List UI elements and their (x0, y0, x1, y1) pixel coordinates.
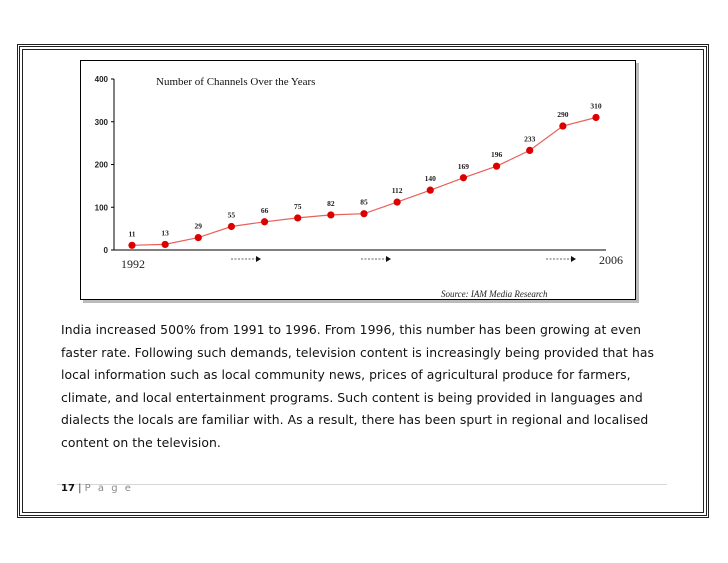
y-tick-label: 400 (94, 75, 108, 84)
footer-divider (57, 484, 667, 485)
data-point (427, 187, 434, 194)
source-note: Source: IAM Media Research (441, 289, 548, 299)
y-tick-label: 0 (103, 246, 108, 255)
data-label: 75 (293, 201, 302, 211)
data-label: 169 (457, 161, 470, 171)
data-label: 55 (227, 210, 236, 220)
data-label: 29 (194, 221, 203, 231)
channels-chart (80, 60, 636, 300)
data-point (360, 210, 367, 217)
x-end-label: 2006 (599, 253, 623, 267)
data-point (559, 122, 566, 129)
data-label: 233 (524, 134, 536, 144)
data-label: 13 (161, 228, 169, 238)
data-point (128, 242, 135, 249)
arrow-head (571, 256, 576, 262)
data-point (162, 241, 169, 248)
data-point (526, 147, 533, 154)
data-label: 196 (490, 150, 503, 160)
arrow-head (386, 256, 391, 262)
data-label: 140 (424, 174, 436, 184)
data-label: 66 (260, 205, 269, 215)
y-tick-label: 100 (94, 203, 108, 213)
page-label: P a g e (84, 483, 133, 494)
body-paragraph: India increased 500% from 1991 to 1996. From 1996, this number has been growing at even faster rate. Following such demands, television content is increasingly being provided that has local information such as local community news, prices of agricultural produce for farmers, climate, and local entertainment programs. Such content is being provided in languages and dialects the locals are familiar with. As a result, there has been spurt in regional and localised content on the television. (61, 322, 655, 450)
channels-line-chart (81, 61, 637, 301)
data-point (493, 163, 500, 170)
data-label: 290 (557, 110, 569, 120)
y-tick-label: 300 (94, 117, 108, 127)
y-tick-label: 200 (94, 160, 108, 170)
data-point (195, 234, 202, 241)
data-point (460, 174, 467, 181)
arrow-head (256, 256, 261, 262)
data-label: 82 (327, 198, 335, 208)
data-label: 11 (128, 229, 136, 239)
chart-title: Number of Channels Over the Years (156, 76, 316, 88)
data-point (327, 211, 334, 218)
data-point (294, 214, 301, 221)
data-point (592, 114, 599, 121)
x-start-label: 1992 (121, 257, 145, 271)
data-point (394, 199, 401, 206)
data-point (261, 218, 268, 225)
data-point (228, 223, 235, 230)
data-label: 310 (590, 101, 602, 111)
data-label: 112 (391, 186, 403, 196)
page-footer (61, 483, 133, 494)
page-number: 17 (61, 483, 75, 494)
data-label: 85 (360, 197, 368, 207)
page-separator: | (78, 483, 82, 494)
